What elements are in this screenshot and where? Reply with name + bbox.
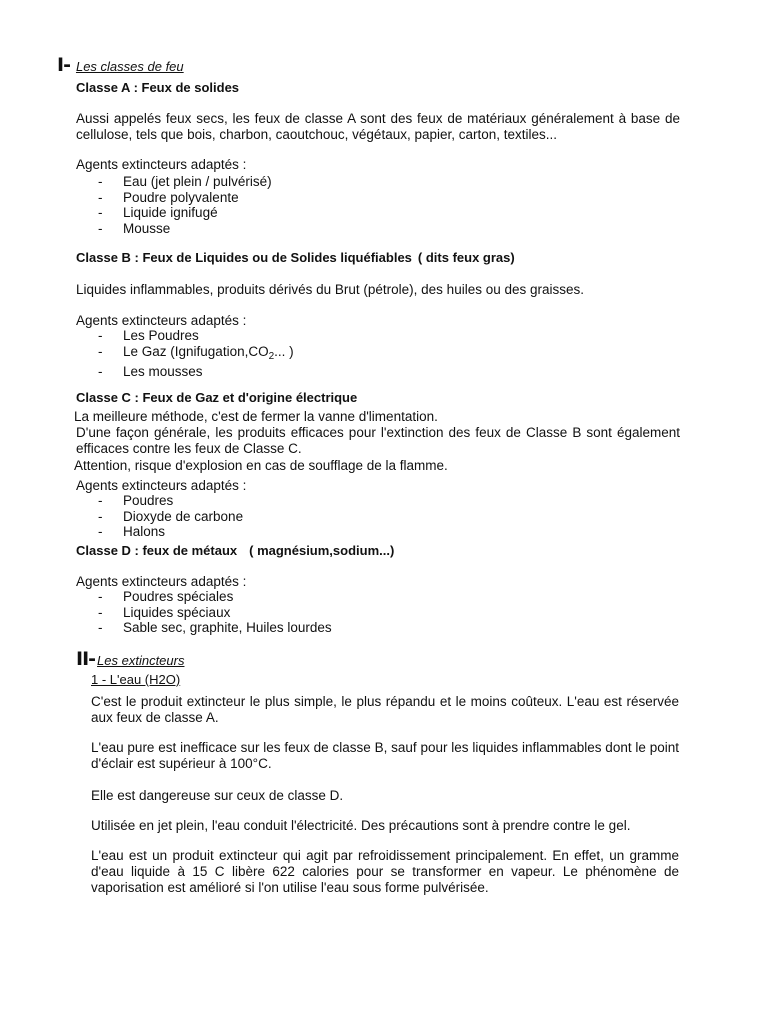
class-a-agents-list bbox=[98, 174, 272, 236]
class-a-title: Classe A : Feux de solides bbox=[76, 80, 240, 95]
class-c-line-3: Attention, risque d'explosion en cas de soufflage de la flamme. bbox=[74, 458, 448, 473]
class-d-title: Classe D : feux de métaux bbox=[76, 543, 238, 558]
class-c-agents-list bbox=[98, 493, 243, 540]
list-item: - Dioxyde de carbone bbox=[98, 509, 243, 525]
section-2-heading bbox=[76, 648, 184, 670]
class-c-agents-label: Agents extincteurs adaptés : bbox=[76, 478, 247, 493]
section-1-numeral: I- bbox=[57, 54, 70, 76]
class-d-agents-label: Agents extincteurs adaptés : bbox=[76, 574, 247, 589]
section-2-title: Les extincteurs bbox=[97, 653, 185, 668]
section-1-heading bbox=[57, 54, 184, 76]
class-b-agents-list bbox=[98, 328, 294, 380]
class-c-title: Classe C : Feux de Gaz et d'origine électrique bbox=[76, 390, 358, 405]
list-item: - Halons bbox=[98, 524, 243, 540]
list-item: - Les mousses bbox=[98, 364, 294, 380]
water-subheading: 1 - L'eau (H2O) bbox=[91, 672, 181, 687]
class-a-agents-label: Agents extincteurs adaptés : bbox=[76, 157, 247, 172]
list-item: - Sable sec, graphite, Huiles lourdes bbox=[98, 620, 332, 636]
list-item: - Poudres bbox=[98, 493, 243, 509]
class-a-description: Aussi appelés feux secs, les feux de classe A sont des feux de matériaux généralement à base de cellulose, tels que bois, charbon, caoutchouc, végétaux, papier, carton, textiles... bbox=[76, 111, 680, 142]
list-item: - Les Poudres bbox=[98, 328, 294, 344]
list-item: - Poudres spéciales bbox=[98, 589, 332, 605]
section-1-title: Les classes de feu bbox=[75, 59, 184, 74]
class-d-title-extra: ( magnésium,sodium...) bbox=[249, 543, 395, 558]
list-item: - Liquides spéciaux bbox=[98, 605, 332, 621]
list-item: - Le Gaz ($Ignifugation,CO_2$... ) bbox=[98, 344, 294, 365]
list-item: - Mousse bbox=[98, 221, 272, 237]
list-item: - Eau (jet plein / pulvérisé) bbox=[98, 174, 272, 190]
list-item: - Poudre polyvalente bbox=[98, 190, 272, 206]
class-d-agents-list bbox=[98, 589, 332, 636]
water-paragraph-4: Utilisée en jet plein, l'eau conduit l'électricité. Des précautions sont à prendre contre le gel. bbox=[91, 818, 631, 833]
class-c-line-2: D'une façon générale, les produits efficaces pour l'extinction des feux de Classe B sont également efficaces contre les feux de Classe C. bbox=[76, 425, 680, 456]
water-paragraph-3: Elle est dangereuse sur ceux de classe D. bbox=[91, 788, 344, 803]
class-d-heading bbox=[76, 543, 394, 558]
class-b-title: Classe B : Feux de Liquides ou de Solides liquéfiables bbox=[76, 250, 412, 265]
class-b-title-extra: ( dits feux gras) bbox=[417, 250, 515, 265]
class-b-heading bbox=[76, 250, 515, 265]
list-item: - Liquide ignifugé bbox=[98, 205, 272, 221]
class-b-agents-label: Agents extincteurs adaptés : bbox=[76, 313, 247, 328]
water-paragraph-2: L'eau pure est inefficace sur les feux de classe B, sauf pour les liquides inflammables dont le point d'éclair est supérieur à 100°C. bbox=[91, 740, 679, 771]
water-paragraph-1: C'est le produit extincteur le plus simple, le plus répandu et le moins coûteux. L'eau est réservée aux feux de classe A. bbox=[91, 694, 679, 725]
section-2-numeral: II- bbox=[76, 648, 96, 670]
co2-subscript: 2 bbox=[268, 350, 275, 362]
class-c-line-1: La meilleure méthode, c'est de fermer la vanne d'limentation. bbox=[74, 409, 438, 424]
class-b-description: Liquides inflammables, produits dérivés du Brut (pétrole), des huiles ou des graisses. bbox=[76, 282, 585, 297]
water-paragraph-5: L'eau est un produit extincteur qui agit par refroidissement principalement. En effet, un gramme d'eau liquide à 15 C libère 622 calories pour se transformer en vapeur. Le phénomène de vaporisation est amélioré si l'on utilise l'eau sous forme pulvérisée. bbox=[91, 848, 679, 895]
